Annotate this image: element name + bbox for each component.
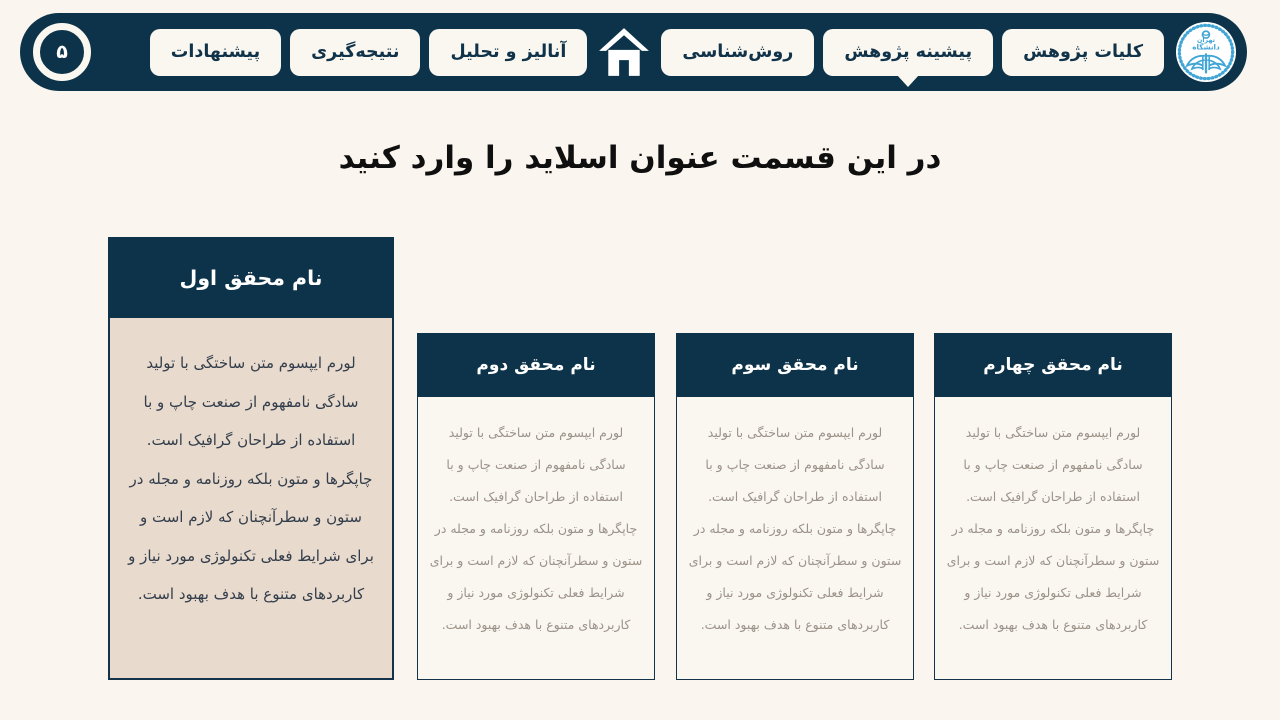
researcher-card-4-body [934,397,1172,680]
researcher-card-2-text: لورم ایپسوم متن ساختگی با تولید سادگی نامفهوم از صنعت چاپ و با استفاده از طراحان گرافیک است. چاپگرها و متون بلکه روزنامه و مجله در ستون و سطرآنچنان که لازم است و برای شرایط فعلی تکنولوژی مورد نیاز و کاربردهای متنوع با هدف بهبود است. [429,425,643,632]
university-emblem-icon [1175,21,1237,83]
slide-number-badge [33,23,91,81]
nav-item-research-background[interactable]: پیشینه پژوهش [823,29,993,76]
slide-number-value: ۵ [56,41,68,63]
researcher-card-1-text: لورم ایپسوم متن ساختگی با تولید سادگی نامفهوم از صنعت چاپ و با استفاده از طراحان گرافیک است. چاپگرها و متون بلکه روزنامه و مجله در ستون و سطرآنچنان که لازم است و برای شرایط فعلی تکنولوژی مورد نیاز و کاربردهای متنوع با هدف بهبود است. [128,354,374,603]
nav-item-conclusion[interactable]: نتیجه‌گیری [290,29,420,76]
researcher-card-4-title: نام محقق چهارم [934,333,1172,397]
researcher-card-3-body [676,397,914,680]
researcher-card-2 [417,333,655,680]
home-icon [598,28,650,76]
nav-item-research-overview[interactable]: کلیات پژوهش [1002,29,1164,76]
researcher-card-1 [108,237,394,680]
researcher-card-3 [676,333,914,680]
slide-title: در این قسمت عنوان اسلاید را وارد کنید [338,140,942,176]
researcher-card-1-title: نام محقق اول [108,237,394,318]
researcher-card-2-body [417,397,655,680]
researcher-card-4 [934,333,1172,680]
nav-item-analysis[interactable]: آنالیز و تحلیل [429,29,587,76]
researcher-card-3-title: نام محقق سوم [676,333,914,397]
researcher-card-2-title: نام محقق دوم [417,333,655,397]
researcher-card-3-text: لورم ایپسوم متن ساختگی با تولید سادگی نامفهوم از صنعت چاپ و با استفاده از طراحان گرافیک است. چاپگرها و متون بلکه روزنامه و مجله در ستون و سطرآنچنان که لازم است و برای شرایط فعلی تکنولوژی مورد نیاز و کاربردهای متنوع با هدف بهبود است. [688,425,902,632]
home-button[interactable] [596,27,652,77]
researcher-card-4-text: لورم ایپسوم متن ساختگی با تولید سادگی نامفهوم از صنعت چاپ و با استفاده از طراحان گرافیک است. چاپگرها و متون بلکه روزنامه و مجله در ستون و سطرآنچنان که لازم است و برای شرایط فعلی تکنولوژی مورد نیاز و کاربردهای متنوع با هدف بهبود است. [946,425,1160,632]
university-of-tehran-logo [1175,21,1237,83]
researcher-card-1-body [108,318,394,680]
svg-text:دانشگاه: دانشگاه [1192,42,1220,52]
nav-item-suggestions[interactable]: پیشنهادات [150,29,281,76]
svg-text:تهران: تهران [1197,36,1215,44]
section-navbar [20,13,1247,91]
nav-item-methodology[interactable]: روش‌شناسی [661,29,814,76]
